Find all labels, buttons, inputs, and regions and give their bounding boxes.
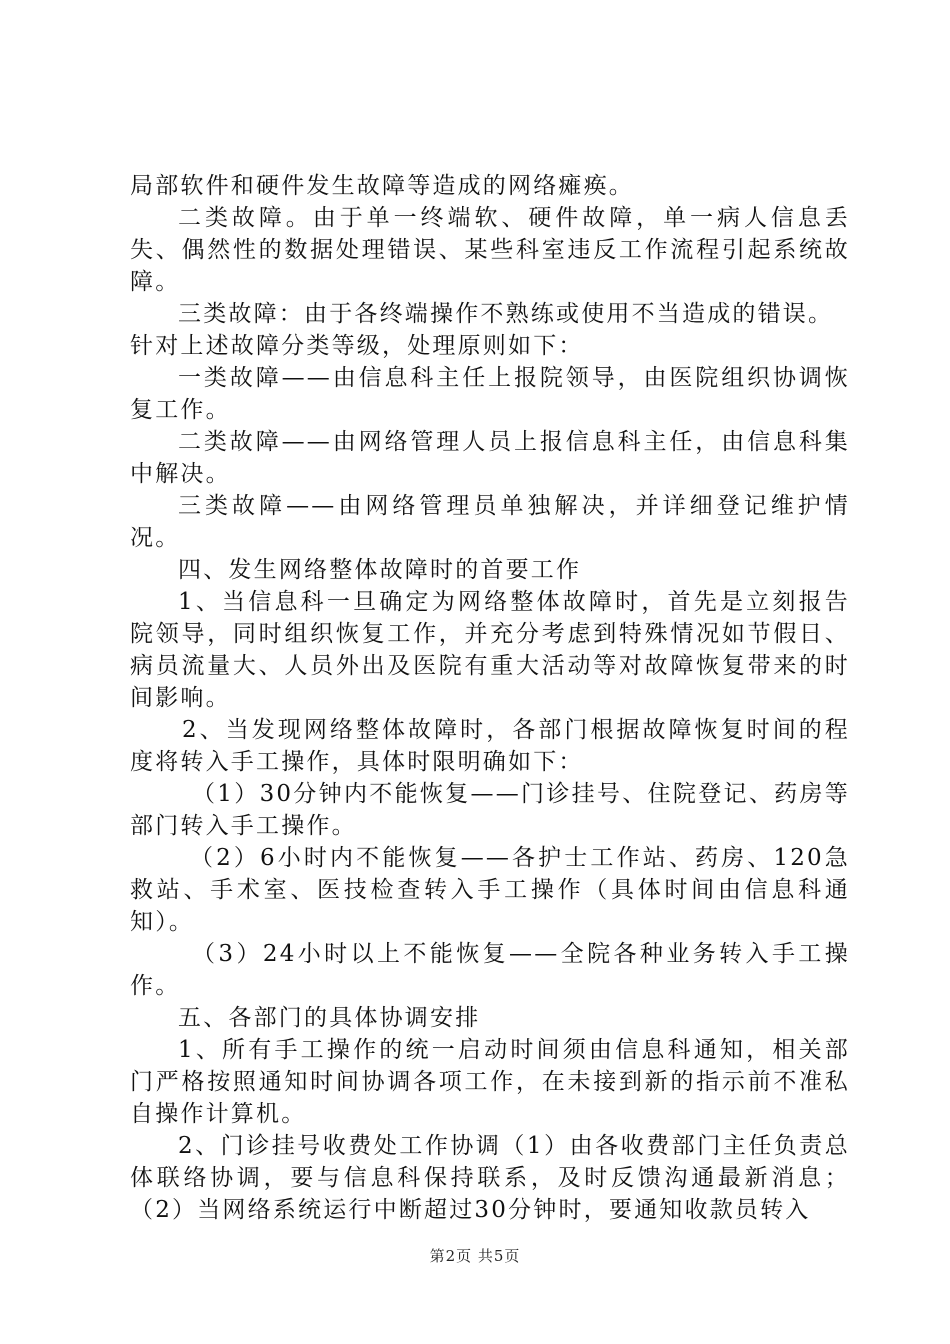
paragraph-3: 三类故障：由于各终端操作不熟练或使用不当造成的错误。 <box>178 301 834 327</box>
document-body <box>130 170 850 1226</box>
paragraph-4: 针对上述故障分类等级，处理原则如下： <box>130 333 584 359</box>
paragraph-6: 二类故障——由网络管理人员上报信息科主任，由信息科集中解决。 <box>130 429 850 487</box>
paragraph-1: 局部软件和硬件发生故障等造成的网络瘫痪。 <box>130 173 634 199</box>
paragraph-16: 2、门诊挂号收费处工作协调（1）由各收费部门主任负责总体联络协调，要与信息科保持联系，及时反馈沟通最新消息；（2）当网络系统运行中断超过30分钟时，要通知收款员转入 <box>130 1133 850 1223</box>
paragraph-2: 二类故障。由于单一终端软、硬件故障，单一病人信息丢失、偶然性的数据处理错误、某些科室违反工作流程引起系统故障。 <box>130 205 850 295</box>
paragraph-10: 2、当发现网络整体故障时，各部门根据故障恢复时间的程度将转入手工操作，具体时限明确如下： <box>130 717 850 775</box>
paragraph-13: （3）24小时以上不能恢复——全院各种业务转入手工操作。 <box>130 941 850 999</box>
paragraph-12: （2）6小时内不能恢复——各护士工作站、药房、120急救站、手术室、医技检查转入手工操作（具体时间由信息科通知）。 <box>130 845 850 935</box>
paragraph-9: 1、当信息科一旦确定为网络整体故障时，首先是立刻报告院领导，同时组织恢复工作，并充分考虑到特殊情况如节假日、病员流量大、人员外出及医院有重大活动等对故障恢复带来的时间影响。 <box>130 589 850 711</box>
paragraph-11: （1）30分钟内不能恢复——门诊挂号、住院登记、药房等部门转入手工操作。 <box>130 781 850 839</box>
section-heading-5: 五、各部门的具体协调安排 <box>178 1005 481 1031</box>
paragraph-5: 一类故障——由信息科主任上报院领导，由医院组织协调恢复工作。 <box>130 365 850 423</box>
section-heading-4: 四、发生网络整体故障时的首要工作 <box>178 557 582 583</box>
paragraph-7: 三类故障——由网络管理员单独解决，并详细登记维护情况。 <box>130 493 850 551</box>
paragraph-15: 1、所有手工操作的统一启动时间须由信息科通知，相关部门严格按照通知时间协调各项工作，在未接到新的指示前不准私自操作计算机。 <box>130 1037 850 1127</box>
page-number-footer: 第2页 共5页 <box>429 1247 521 1265</box>
